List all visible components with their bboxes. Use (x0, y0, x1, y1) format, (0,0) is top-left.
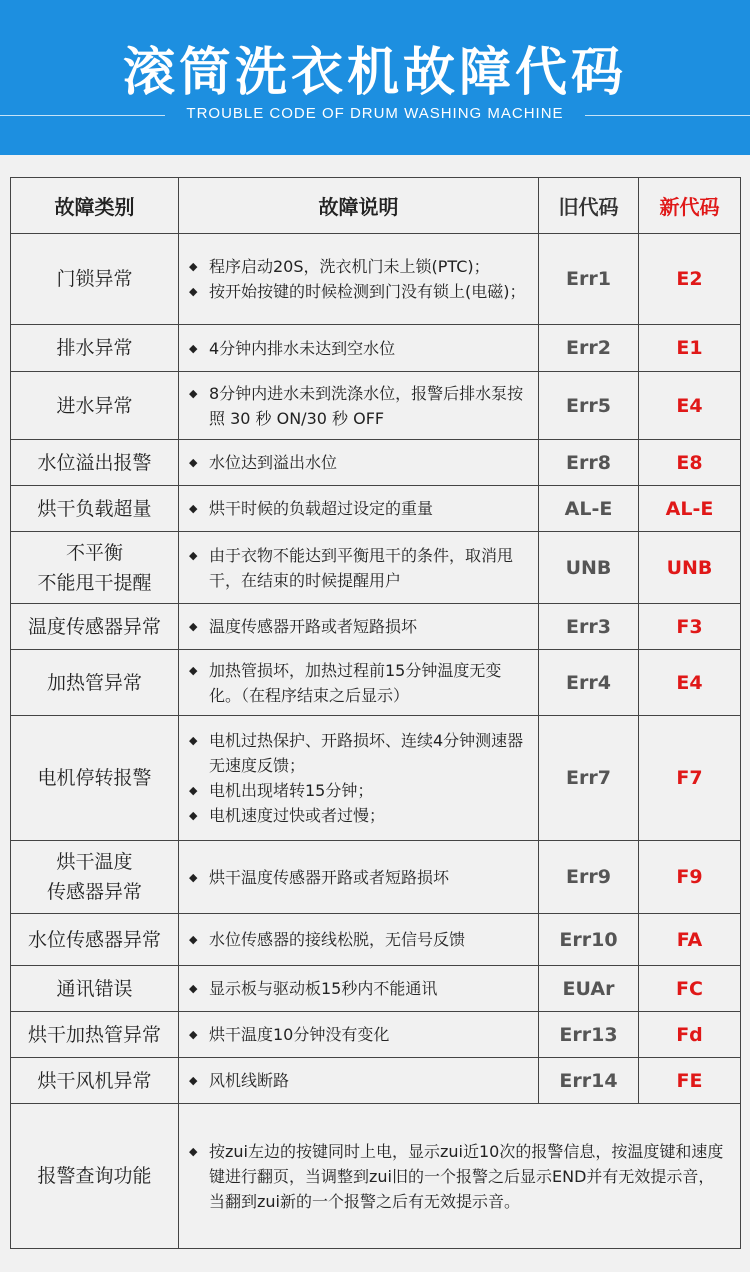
old-code-cell: UNB (539, 532, 639, 604)
fault-category-cell (11, 1104, 179, 1249)
description-item (189, 865, 528, 890)
diamond-bullet-icon: ◆ (189, 1028, 198, 1041)
table-row (11, 841, 741, 914)
description-text: 烘干时候的负载超过设定的重量 (209, 499, 434, 518)
new-code-cell: E4 (639, 372, 741, 440)
description-text: 由于衣物不能达到平衡甩干的条件，取消甩干，在结束的时候提醒用户 (209, 545, 514, 590)
old-code-cell: Err7 (539, 716, 639, 841)
description-item (189, 728, 528, 778)
new-code-cell: FA (639, 914, 741, 966)
fault-category-cell (11, 372, 179, 440)
fault-description-cell (179, 914, 539, 966)
description-item (189, 976, 528, 1001)
fault-description-cell (179, 325, 539, 372)
page-title: 滚筒洗衣机故障代码 (122, 43, 627, 103)
old-code-cell: Err5 (539, 372, 639, 440)
fault-description-cell (179, 716, 539, 841)
page-subtitle: TROUBLE CODE OF DRUM WASHING MACHINE (186, 105, 564, 122)
description-item (189, 381, 528, 431)
table-row (11, 604, 741, 650)
diamond-bullet-icon: ◆ (189, 548, 198, 562)
fault-code-table (10, 177, 741, 1249)
old-code-cell: Err13 (539, 1012, 639, 1058)
description-text: 电机过热保护、开路损坏、连续4分钟测速器无速度反馈； (209, 731, 524, 775)
fault-category-cell (11, 325, 179, 372)
table-row (11, 440, 741, 486)
diamond-bullet-icon: ◆ (189, 260, 198, 273)
column-header-description: 故障说明 (179, 178, 539, 234)
description-item (189, 1139, 730, 1214)
diamond-bullet-icon: ◆ (189, 982, 198, 995)
diamond-bullet-icon: ◆ (189, 734, 198, 747)
description-text: 8分钟内进水未到洗涤水位，报警后排水泵按照 30 秒 ON/30 秒 OFF (209, 383, 524, 428)
description-item (189, 1022, 528, 1047)
fault-code-table-wrap (10, 177, 740, 1249)
table-row (11, 325, 741, 372)
diamond-bullet-icon: ◆ (189, 1144, 198, 1158)
new-code-cell: F3 (639, 604, 741, 650)
table-row (11, 650, 741, 716)
fault-description-cell (179, 604, 539, 650)
description-text: 程序启动20S，洗衣机门未上锁(PTC)； (209, 257, 490, 276)
fault-description-cell (179, 650, 539, 716)
description-item (189, 778, 528, 803)
old-code-cell: Err1 (539, 234, 639, 325)
old-code-cell: Err8 (539, 440, 639, 486)
table-row (11, 1104, 741, 1249)
new-code-cell: E1 (639, 325, 741, 372)
old-code-cell: Err14 (539, 1058, 639, 1104)
fault-category-line: 进水异常 (56, 394, 133, 417)
description-text: 温度传感器开路或者短路损坏 (209, 617, 418, 636)
table-row (11, 532, 741, 604)
fault-description-cell (179, 1012, 539, 1058)
description-item (189, 336, 528, 361)
old-code-cell: Err3 (539, 604, 639, 650)
diamond-bullet-icon: ◆ (189, 1074, 198, 1087)
description-item (189, 543, 528, 593)
description-text: 电机速度过快或者过慢； (209, 806, 386, 825)
description-text: 电机出现堵转15分钟； (209, 781, 374, 800)
description-text: 显示板与驱动板15秒内不能通讯 (209, 979, 438, 998)
fault-description-cell (179, 841, 539, 914)
header-banner (0, 0, 750, 155)
table-row (11, 914, 741, 966)
fault-category-line: 温度传感器异常 (27, 615, 161, 638)
diamond-bullet-icon: ◆ (189, 784, 198, 797)
table-row (11, 1012, 741, 1058)
fault-category-line: 排水异常 (56, 337, 133, 359)
fault-category-line: 加热管异常 (46, 671, 142, 694)
diamond-bullet-icon: ◆ (189, 386, 198, 400)
fault-category-line: 通讯错误 (56, 977, 133, 1000)
old-code-cell: EUAr (539, 966, 639, 1012)
fault-category-line: 水位传感器异常 (27, 928, 161, 951)
table-row (11, 234, 741, 325)
description-text: 水位达到溢出水位 (209, 453, 338, 472)
fault-description-cell (179, 486, 539, 532)
fault-category-line: 水位溢出报警 (37, 451, 152, 474)
diamond-bullet-icon: ◆ (189, 341, 198, 355)
old-code-cell: Err4 (539, 650, 639, 716)
new-code-cell: E8 (639, 440, 741, 486)
fault-category-line: 门锁异常 (56, 268, 133, 290)
diamond-bullet-icon: ◆ (189, 870, 198, 884)
description-text: 水位传感器的接线松脱，无信号反馈 (209, 930, 466, 949)
fault-category-line: 烘干温度 (56, 851, 133, 873)
description-text: 按zui左边的按键同时上电，显示zui近10次的报警信息，按温度键和速度键进行翻页，当调整到zui旧的一个报警之后显示END并有无效提示音，当翻到zui新的一个报警之后有无效提示音。 (209, 1141, 724, 1211)
new-code-cell: AL-E (639, 486, 741, 532)
fault-category-cell (11, 604, 179, 650)
fault-category-cell (11, 716, 179, 841)
diamond-bullet-icon: ◆ (189, 933, 198, 946)
diamond-bullet-icon: ◆ (189, 663, 198, 677)
description-text: 风机线断路 (209, 1071, 290, 1090)
description-text: 烘干温度传感器开路或者短路损坏 (209, 867, 450, 887)
new-code-cell: UNB (639, 532, 741, 604)
new-code-cell: FE (639, 1058, 741, 1104)
column-header-category: 故障类别 (11, 178, 179, 234)
old-code-cell: AL-E (539, 486, 639, 532)
new-code-cell: FC (639, 966, 741, 1012)
description-item (189, 496, 528, 521)
new-code-cell: E2 (639, 234, 741, 325)
fault-category-line: 电机停转报警 (37, 767, 152, 789)
table-body (11, 234, 741, 1249)
diamond-bullet-icon: ◆ (189, 456, 198, 469)
fault-category-line: 不能甩干提醒 (37, 571, 152, 594)
table-row (11, 372, 741, 440)
column-header-old-code: 旧代码 (539, 178, 639, 234)
fault-category-cell (11, 234, 179, 325)
description-item (189, 279, 528, 304)
diamond-bullet-icon: ◆ (189, 620, 198, 633)
description-text: 烘干温度10分钟没有变化 (209, 1025, 390, 1044)
table-header-row (11, 178, 741, 234)
table-row (11, 1058, 741, 1104)
description-item (189, 254, 528, 279)
fault-category-line: 烘干加热管异常 (27, 1023, 161, 1046)
fault-category-cell (11, 1012, 179, 1058)
description-item (189, 927, 528, 952)
new-code-cell: F7 (639, 716, 741, 841)
fault-category-cell (11, 532, 179, 604)
diamond-bullet-icon: ◆ (189, 809, 198, 822)
fault-category-line: 不平衡 (65, 541, 123, 564)
fault-category-cell (11, 440, 179, 486)
new-code-cell: E4 (639, 650, 741, 716)
description-text: 4分钟内排水未达到空水位 (209, 338, 396, 358)
fault-category-cell (11, 486, 179, 532)
fault-description-cell (179, 1058, 539, 1104)
diamond-bullet-icon: ◆ (189, 502, 198, 515)
fault-category-line: 报警查询功能 (37, 1165, 152, 1187)
fault-description-cell (179, 372, 539, 440)
description-item (189, 614, 528, 639)
table-row (11, 716, 741, 841)
table-row (11, 966, 741, 1012)
new-code-cell: F9 (639, 841, 741, 914)
fault-description-cell (179, 440, 539, 486)
table-row (11, 486, 741, 532)
fault-category-cell (11, 966, 179, 1012)
old-code-cell: Err10 (539, 914, 639, 966)
fault-description-cell (179, 1104, 741, 1249)
diamond-bullet-icon: ◆ (189, 285, 198, 298)
fault-category-cell (11, 914, 179, 966)
fault-category-cell (11, 1058, 179, 1104)
old-code-cell: Err9 (539, 841, 639, 914)
description-text: 加热管损坏，加热过程前15分钟温度无变化。（在程序结束之后显示） (209, 660, 502, 705)
old-code-cell: Err2 (539, 325, 639, 372)
description-item (189, 803, 528, 828)
description-text: 按开始按键的时候检测到门没有锁上(电磁)； (209, 282, 526, 301)
column-header-new-code: 新代码 (639, 178, 741, 234)
description-item (189, 450, 528, 475)
fault-category-cell (11, 650, 179, 716)
fault-description-cell (179, 532, 539, 604)
description-item (189, 1068, 528, 1093)
description-item (189, 658, 528, 708)
fault-category-cell (11, 841, 179, 914)
fault-category-line: 烘干风机异常 (37, 1069, 152, 1092)
fault-description-cell (179, 234, 539, 325)
fault-description-cell (179, 966, 539, 1012)
new-code-cell: Fd (639, 1012, 741, 1058)
fault-category-line: 烘干负载超量 (37, 497, 152, 520)
fault-category-line: 传感器异常 (46, 881, 142, 903)
